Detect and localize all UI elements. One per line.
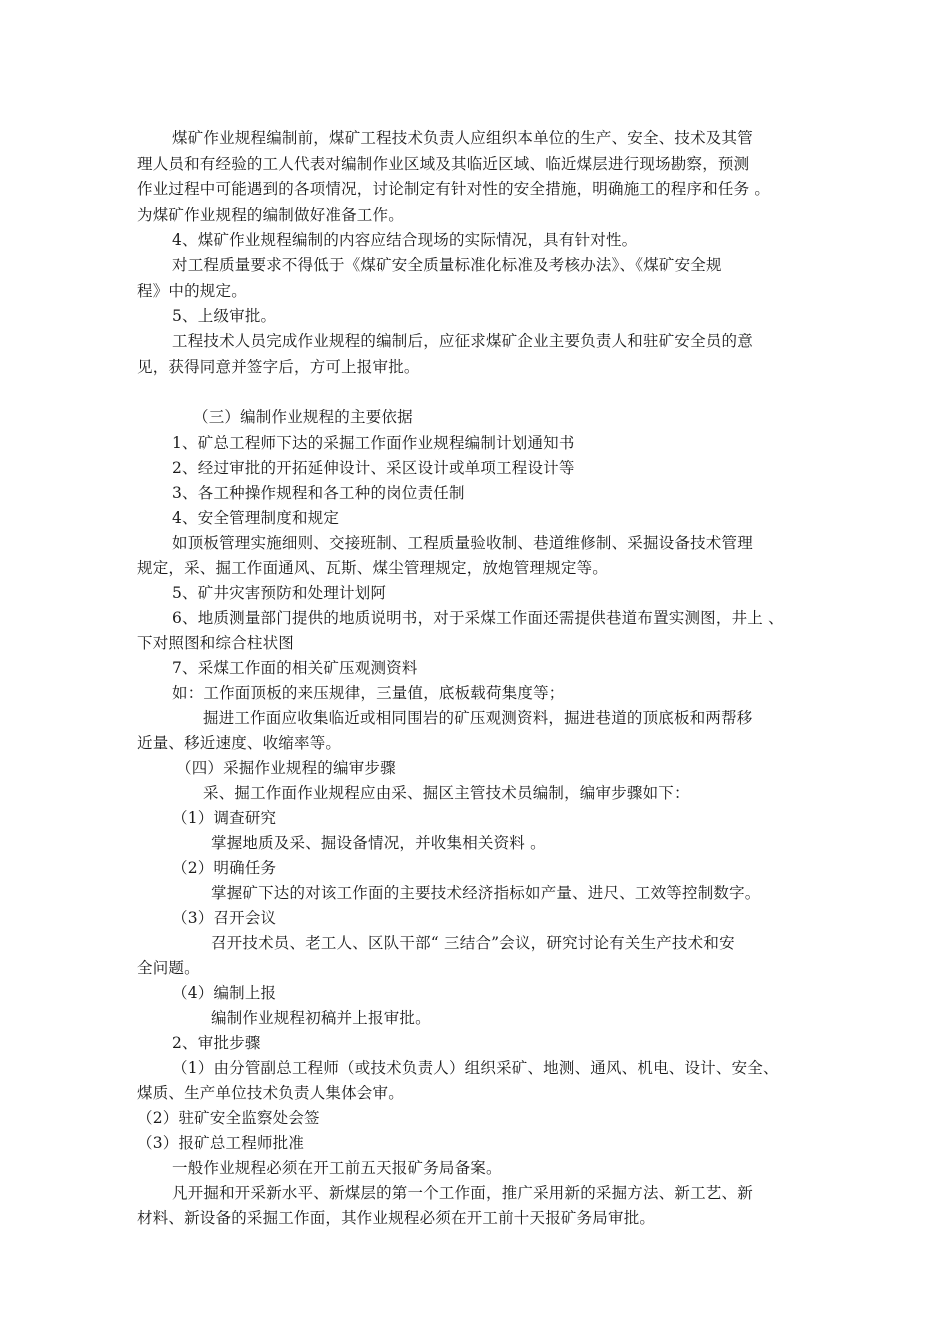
text-line: 采、掘工作面作业规程应由采、掘区主管技术员编制，编审步骤如下： <box>203 784 690 802</box>
text-line: 对工程质量要求不得低于《煤矿安全质量标准化标准及考核办法》、《煤矿安全规 <box>172 256 722 274</box>
text-line: 见，获得同意并签字后，方可上报审批。 <box>137 358 420 376</box>
subheading: （4）编制上报 <box>172 984 277 1002</box>
text-line: （3）报矿总工程师批准 <box>137 1134 305 1152</box>
text-line: 掌握地质及采、掘设备情况，并收集相关资料 。 <box>211 834 546 852</box>
text-line: 1、矿总工程师下达的采掘工作面作业规程编制计划通知书 <box>172 434 575 452</box>
text-line: 掌握矿下达的对该工作面的主要技术经济指标如产量、进尺、工效等控制数字。 <box>211 884 761 902</box>
subheading: （3）召开会议 <box>172 909 277 927</box>
text-line: 下对照图和综合柱状图 <box>137 634 295 652</box>
text-line: 煤矿作业规程编制前，煤矿工程技术负责人应组织本单位的生产、安全、技术及其管 <box>172 129 753 147</box>
section-heading: （三）编制作业规程的主要依据 <box>193 408 413 426</box>
text-line: 材料、新设备的采掘工作面，其作业规程必须在开工前十天报矿务局审批。 <box>137 1209 656 1227</box>
text-line: 理人员和有经验的工人代表对编制作业区域及其临近区域、临近煤层进行现场勘察，预测 <box>137 155 750 173</box>
text-line: 如：工作面顶板的来压规律，三量值，底板载荷集度等； <box>172 684 565 702</box>
text-line: 2、经过审批的开拓延伸设计、采区设计或单项工程设计等 <box>172 459 575 477</box>
section-heading: （四）采掘作业规程的编审步骤 <box>176 759 396 777</box>
subheading: 2、审批步骤 <box>172 1034 261 1052</box>
text-line: 5、矿井灾害预防和处理计划阿 <box>172 584 387 602</box>
text-line: 作业过程中可能遇到的各项情况，讨论制定有针对性的安全措施，明确施工的程序和任务 。 <box>137 180 771 198</box>
text-line: 4、煤矿作业规程编制的内容应结合现场的实际情况，具有针对性。 <box>172 231 638 249</box>
text-line: 工程技术人员完成作业规程的编制后，应征求煤矿企业主要负责人和驻矿安全员的意 <box>172 332 753 350</box>
text-line: 为煤矿作业规程的编制做好准备工作。 <box>137 206 404 224</box>
text-line: 编制作业规程初稿并上报审批。 <box>211 1009 431 1027</box>
text-line: 5、上级审批。 <box>172 307 277 325</box>
subheading: （1）调查研究 <box>172 809 277 827</box>
text-line: 6、地质测量部门提供的地质说明书，对于采煤工作面还需提供巷道布置实测图，井上 、 <box>172 609 784 627</box>
text-line: 近量、移近速度、收缩率等。 <box>137 734 342 752</box>
text-line: 一般作业规程必须在开工前五天报矿务局备案。 <box>172 1159 502 1177</box>
text-line: （1）由分管副总工程师（或技术负责人）组织采矿、地测、通风、机电、设计、安全、 <box>172 1059 779 1077</box>
text-line: （2）驻矿安全监察处会签 <box>137 1109 320 1127</box>
text-line: 召开技术员、老工人、区队干部“ 三结合”会议，研究讨论有关生产技术和安 <box>211 934 735 952</box>
text-line: 煤质、生产单位技术负责人集体会审。 <box>137 1084 404 1102</box>
text-line: 程》中的规定。 <box>137 282 247 300</box>
text-line: 如顶板管理实施细则、交接班制、工程质量验收制、巷道维修制、采掘设备技术管理 <box>172 534 753 552</box>
text-line: 掘进工作面应收集临近或相同围岩的矿压观测资料，掘进巷道的顶底板和两帮移 <box>203 709 753 727</box>
text-line: 凡开掘和开采新水平、新煤层的第一个工作面，推广采用新的采掘方法、新工艺、新 <box>172 1184 753 1202</box>
text-line: 3、各工种操作规程和各工种的岗位责任制 <box>172 484 465 502</box>
text-line: 规定，采、掘工作面通风、瓦斯、煤尘管理规定，放炮管理规定等。 <box>137 559 609 577</box>
text-line: 全问题。 <box>137 959 200 977</box>
text-line: 4、安全管理制度和规定 <box>172 509 340 527</box>
text-line: 7、采煤工作面的相关矿压观测资料 <box>172 659 418 677</box>
subheading: （2）明确任务 <box>172 859 277 877</box>
